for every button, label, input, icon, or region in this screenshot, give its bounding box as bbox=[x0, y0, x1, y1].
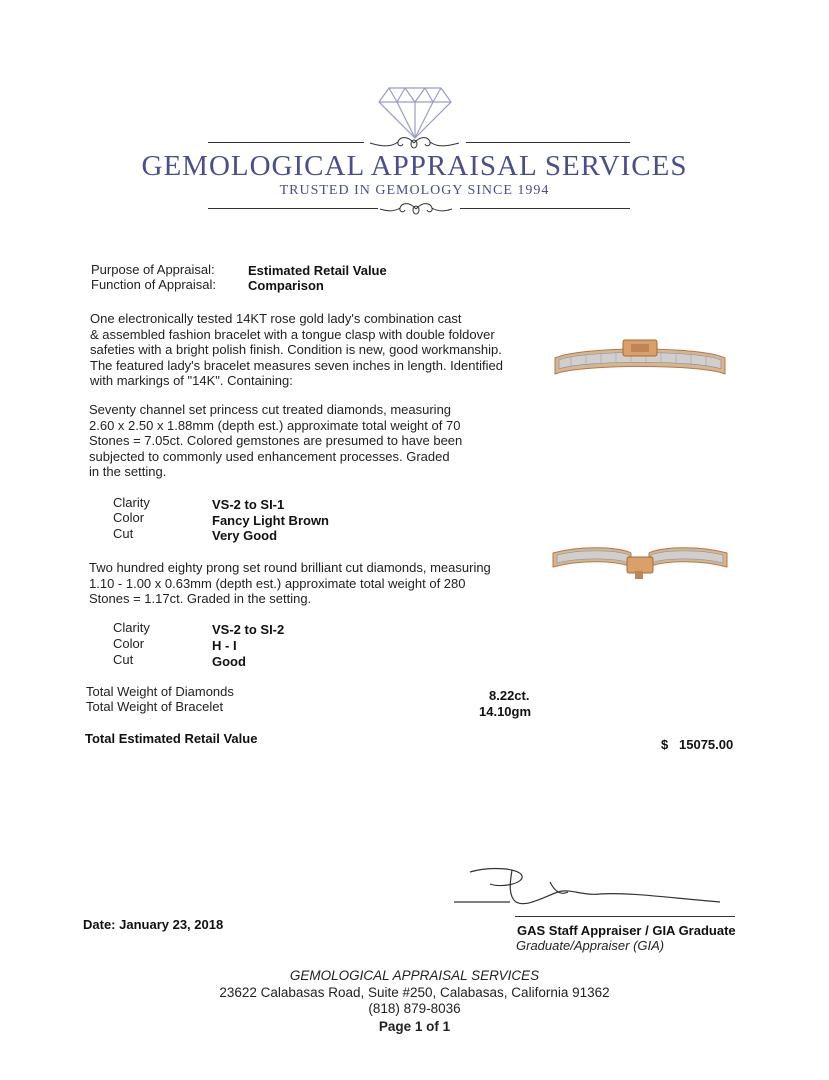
footer-company: GEMOLOGICAL APPRAISAL SERVICES bbox=[289, 968, 540, 983]
appraiser-subtitle: Graduate/Appraiser (GIA) bbox=[516, 938, 665, 953]
description-line: One electronically tested 14KT rose gold lady's combination cast bbox=[90, 311, 462, 326]
appraiser-signature bbox=[450, 862, 750, 922]
stone-2-color-label: Color bbox=[113, 636, 145, 651]
stone-2-cut-value: Good bbox=[212, 654, 246, 669]
header-rule-bottom bbox=[208, 208, 378, 209]
description-line: with markings of "14K". Containing: bbox=[90, 373, 293, 389]
stone-1-cut-value: Very Good bbox=[212, 528, 278, 543]
stone-2-line: Two hundred eighty prong set round brilliant cut diamonds, measuring bbox=[89, 560, 491, 575]
function-value: Comparison bbox=[248, 278, 324, 293]
total-diamonds-label: Total Weight of Diamonds bbox=[86, 684, 234, 699]
purpose-value: Estimated Retail Value bbox=[248, 263, 387, 278]
stone-1-line: subjected to commonly used enhancement processes. Graded bbox=[89, 448, 450, 464]
total-diamonds-value: 8.22ct. bbox=[489, 688, 530, 703]
total-retail-currency: $ bbox=[661, 737, 669, 752]
footer-address: 23622 Calabasas Road, Suite #250, Calabasas, California 91362 bbox=[219, 985, 610, 1000]
description-paragraph bbox=[90, 311, 540, 389]
stone-2-cut-label: Cut bbox=[113, 652, 134, 667]
company-name: GEMOLOGICAL APPRAISAL SERVICES bbox=[141, 150, 688, 182]
stone-2-color-value: H - I bbox=[212, 638, 237, 653]
stone-2-clarity-label: Clarity bbox=[113, 620, 150, 635]
stone-1-line: in the setting. bbox=[89, 464, 167, 480]
header-rule-bottom-right bbox=[460, 208, 630, 209]
stone-1-clarity-value: VS-2 to SI-1 bbox=[212, 497, 285, 512]
stone-1-color-label: Color bbox=[113, 510, 145, 525]
function-label: Function of Appraisal: bbox=[91, 277, 217, 292]
stone-2-description bbox=[89, 560, 519, 607]
total-retail-value: 15075.00 bbox=[679, 737, 734, 752]
header-rule-top-right bbox=[466, 142, 630, 143]
description-line: The featured lady's bracelet measures seven inches in length. Identified bbox=[90, 357, 503, 373]
description-line: & assembled fashion bracelet with a tongue clasp with double foldover bbox=[90, 326, 495, 342]
bracelet-photo-open bbox=[551, 541, 729, 581]
company-tagline: TRUSTED IN GEMOLOGY SINCE 1994 bbox=[279, 183, 550, 198]
stone-1-line: Stones = 7.05ct. Colored gemstones are presumed to have been bbox=[89, 433, 463, 449]
stone-1-clarity-label: Clarity bbox=[113, 495, 150, 510]
stone-1-description bbox=[89, 402, 509, 480]
stone-1-line: 2.60 x 2.50 x 1.88mm (depth est.) approximate total weight of 70 bbox=[89, 417, 461, 433]
stone-2-line: Stones = 1.17ct. Graded in the setting. bbox=[89, 591, 312, 607]
description-line: safeties with a bright polish finish. Condition is new, good workmanship. bbox=[90, 342, 502, 358]
stone-1-cut-label: Cut bbox=[113, 526, 134, 541]
total-bracelet-label: Total Weight of Bracelet bbox=[86, 699, 224, 714]
stone-1-color-value: Fancy Light Brown bbox=[212, 513, 329, 528]
stone-1-line: Seventy channel set princess cut treated diamonds, measuring bbox=[89, 402, 452, 417]
appraisal-date: Date: January 23, 2018 bbox=[83, 917, 224, 932]
signature-line bbox=[515, 916, 735, 917]
ornament-bottom-icon bbox=[376, 200, 456, 218]
total-bracelet-value: 14.10gm bbox=[479, 704, 532, 719]
stone-2-line: 1.10 - 1.00 x 0.63mm (depth est.) approximate total weight of 280 bbox=[89, 575, 466, 591]
purpose-label: Purpose of Appraisal: bbox=[91, 262, 215, 277]
appraiser-title: GAS Staff Appraiser / GIA Graduate bbox=[517, 923, 736, 938]
footer-phone: (818) 879-8036 bbox=[368, 1001, 461, 1016]
bracelet-photo-closed bbox=[551, 336, 729, 384]
footer-page-number: Page 1 of 1 bbox=[378, 1019, 451, 1034]
header-rule-top bbox=[208, 142, 364, 143]
total-retail-label: Total Estimated Retail Value bbox=[85, 731, 258, 746]
stone-2-clarity-value: VS-2 to SI-2 bbox=[212, 622, 285, 637]
